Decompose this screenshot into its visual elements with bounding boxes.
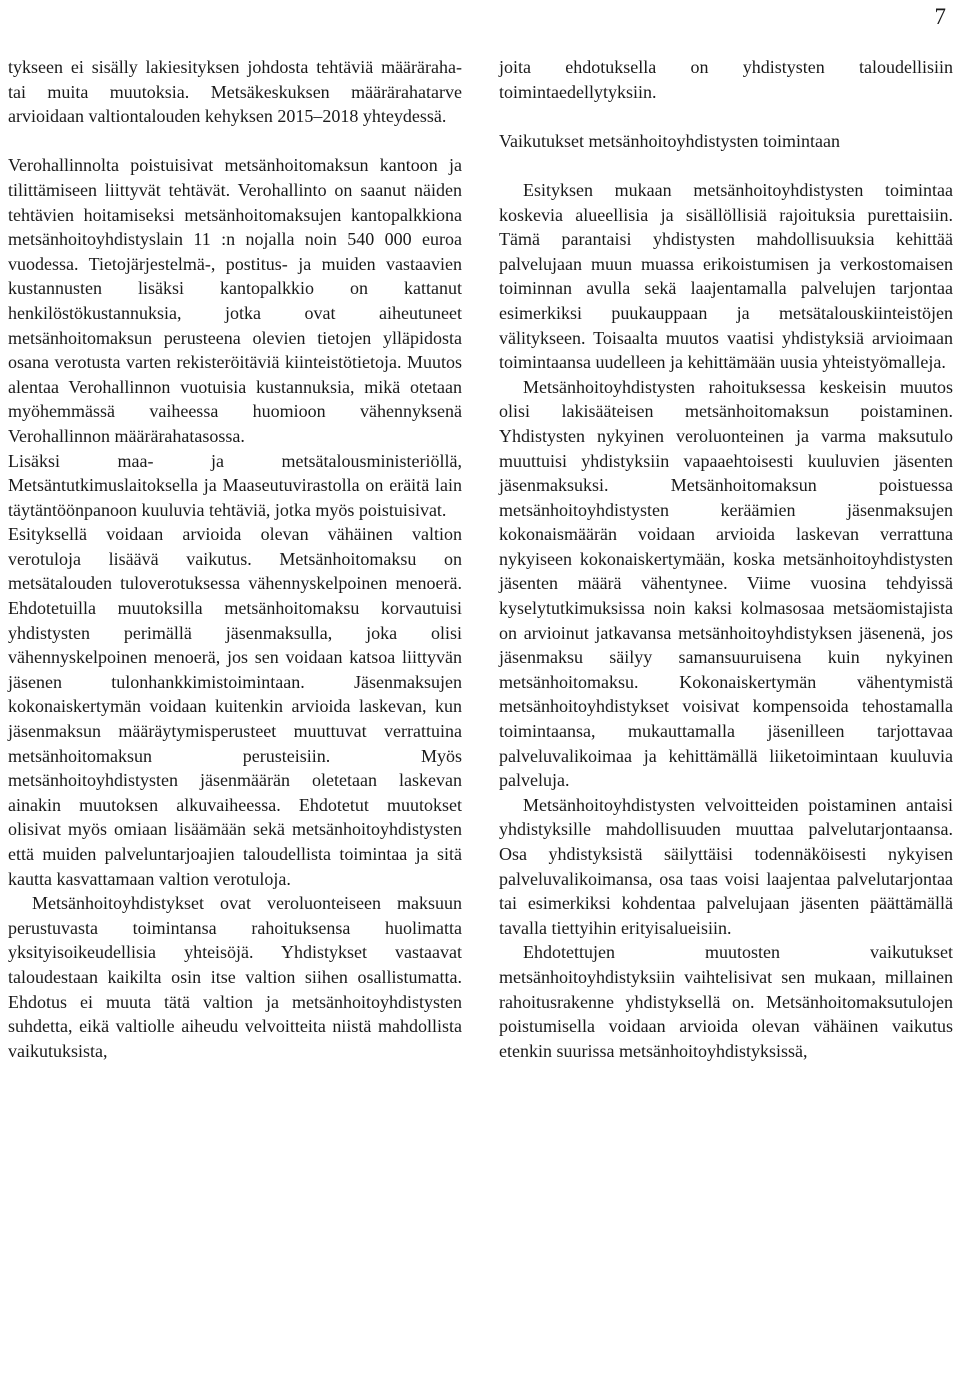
paragraph-continuation: joita ehdotuksella on yhdistysten taloudellisiin toimintaedellytyksiin. — [499, 57, 953, 102]
section-subheading: Vaikutukset metsänhoitoyhdistysten toimintaan — [499, 130, 840, 151]
paragraph-effects: Ehdotettujen muutosten vaikutukset metsänhoitoyhdistyksiin vaihtelisivat sen mukaan, millainen rahoitusrakenne yhdistyksellä on. Metsänhoitomaksutulojen poistumisella voidaan arvioida olevan vähäinen vaikutus etenkin suurissa metsänhoitoyhdistyksissä, — [499, 942, 953, 1061]
paragraph-budget: tykseen ei sisälly lakiesityksen johdosta tehtäviä määräraha- tai muita muutoksia. Metsäkeskuksen määrärahatarve arvioidaan valtiontalouden kehyksen 2015–2018 yhteydessä. — [8, 57, 462, 127]
paragraph-tax-revenue: Esityksellä voidaan arvioida olevan vähäinen valtion verotuloja lisäävä vaikutus. Metsänhoitomaksu on metsätalouden tuloverotuksessa vähennyskelpoinen menoerä. Ehdotetuilla muutoksilla metsänhoitomaksu korvautuisi yhdistysten perimällä jäsenmaksulla, joka olisi vähennyskelpoinen menoerä, jos sen voidaan katsoa liittyvän jäsenen tulonhankkimistoimintaan. Jäsenmaksujen kokonaiskertymän voidaan kuitenkin arvioida laskevan, kun jäsenmaksun määräytymisperusteet muuttuvat verrattuina metsänhoitomaksun perusteisiin. Myös metsänhoitoyhdistysten jäsenmäärän oletetaan laskevan ainakin muutoksen alkuvaiheessa. Ehdotetut muutokset olisivat myös omiaan lisäämään sekä metsänhoitoyhdistysten että muiden palveluntarjoajien taloudellista toimintaa ja sitä kautta kasvattamaan valtion verotuloja. — [8, 524, 462, 889]
paragraph-funding: Metsänhoitoyhdistysten rahoituksessa keskeisin muutos olisi lakisääteisen metsänhoitomaksun poistaminen. Yhdistysten nykyinen veroluonteinen ja varma maksutulo muuttuisi yhdistyksiin vapaaehtoisesti kuuluvien jäsenten jäsenmaksuksi. Metsänhoitomaksun poistuessa metsänhoitoyhdistysten keräämien jäsenmaksujen kokonaismäärän voidaan arvioida laskevan verrattuna nykyiseen kokonaiskertymään, koska metsänhoitoyhdistysten jäsenten määrä vähentynee. Viime vuosina tehdyissä kyselytutkimuksissa noin kaksi kolmasosaa metsäomistajista on arvioinut jatkavansa metsänhoitoyhdistyksen jäsenenä, jos jäsenmaksu säilyy samansuuruisena kuin nykyinen metsänhoitomaksu. Kokonaiskertymän vähentymistä metsänhoitoyhdistykset voisivat kompensoida tehostamalla toimintaansa, mukauttamalla jäsenilleen tarjottavaa palveluvalikoimaa ja kehittämällä liiketoimintaan kuuluvia palveluja. — [499, 376, 953, 791]
paragraph-restrictions: Esityksen mukaan metsänhoitoyhdistysten toimintaa koskevia alueellisia ja sisällöllisiä rajoituksia purettaisiin. Tämä parantaisi yhdistysten mahdollisuuksia kehittää palvelujaan muun muassa erikoistumisen ja verkostomaisen toiminnan avulla sekä laajentamalla palvelujen tarjontaa esimerkiksi puukauppaan ja metsätalouskiinteistöjen välitykseen. Toisaalta muutos vaatisi yhdistyksiä arvioimaan toimintaansa uudelleen ja kehittämään uusia yhteistyömalleja. — [499, 179, 953, 373]
left-text-column — [8, 55, 462, 1063]
paragraph-associations-status: Metsänhoitoyhdistykset ovat veroluonteiseen maksuun perustuvasta toimintansa rahoituksensa huolimatta yksityisoikeudellisia yhteisöjä. Yhdistykset vastaavat taloudestaan kaikilta osin itse valtion siihen osallistumatta. Ehdotus ei muuta tätä valtion ja metsänhoitoyhdistysten suhdetta, eikä valtiolle aiheudu velvoitteita niistä mahdollista vaikutuksista, — [8, 893, 462, 1061]
paragraph-obligations: Metsänhoitoyhdistysten velvoitteiden poistaminen antaisi yhdistyksille mahdollisuuden muuttaa palvelutarjontaansa. Osa yhdistyksistä säilyttäisi todennäköisesti nykyisen palveluvalikoimansa, osa taas voisi laajentaa palvelutarjontaa tai esimerkiksi kohdentaa palvelujaan jäsenten päättämällä tavalla tiettyihin erityisalueisiin. — [499, 794, 953, 938]
paragraph-tax-administration: Verohallinnolta poistuisivat metsänhoitomaksun kantoon ja tilittämiseen liittyvät tehtävät. Verohallinto on saanut näiden tehtävien hoitamiseksi metsänhoitomaksujen kantopalkkiona metsänhoitoyhdistyslain 11 :n nojalla noin 540 000 euroa vuodessa. Tietojärjestelmä-, postitus- ja muiden vastaavien kustannusten lisäksi kantopalkkio on kattanut henkilöstökustannuksia, jotka ovat aiheutuneet metsänhoitomaksun perusteena olevien tietojen ylläpidosta osana verotusta varten rekisteröitäviä kiinteistötietoja. Muutos alentaa Verohallinnon vuotuisia kustannuksia, mikä otetaan myöhemmässä vaiheessa huomioon vähennyksenä Verohallinnon määrärahatasossa. — [8, 155, 462, 446]
paragraph-ministry-tasks: Lisäksi maa- ja metsätalousministeriöllä, Metsäntutkimuslaitoksella ja Maaseutuvirastolla on eräitä lain täytäntöönpanoon kuuluvia tehtäviä, jotka myös poistuisivat. — [8, 450, 462, 520]
right-text-column — [499, 55, 953, 1063]
page-number: 7 — [934, 4, 946, 29]
